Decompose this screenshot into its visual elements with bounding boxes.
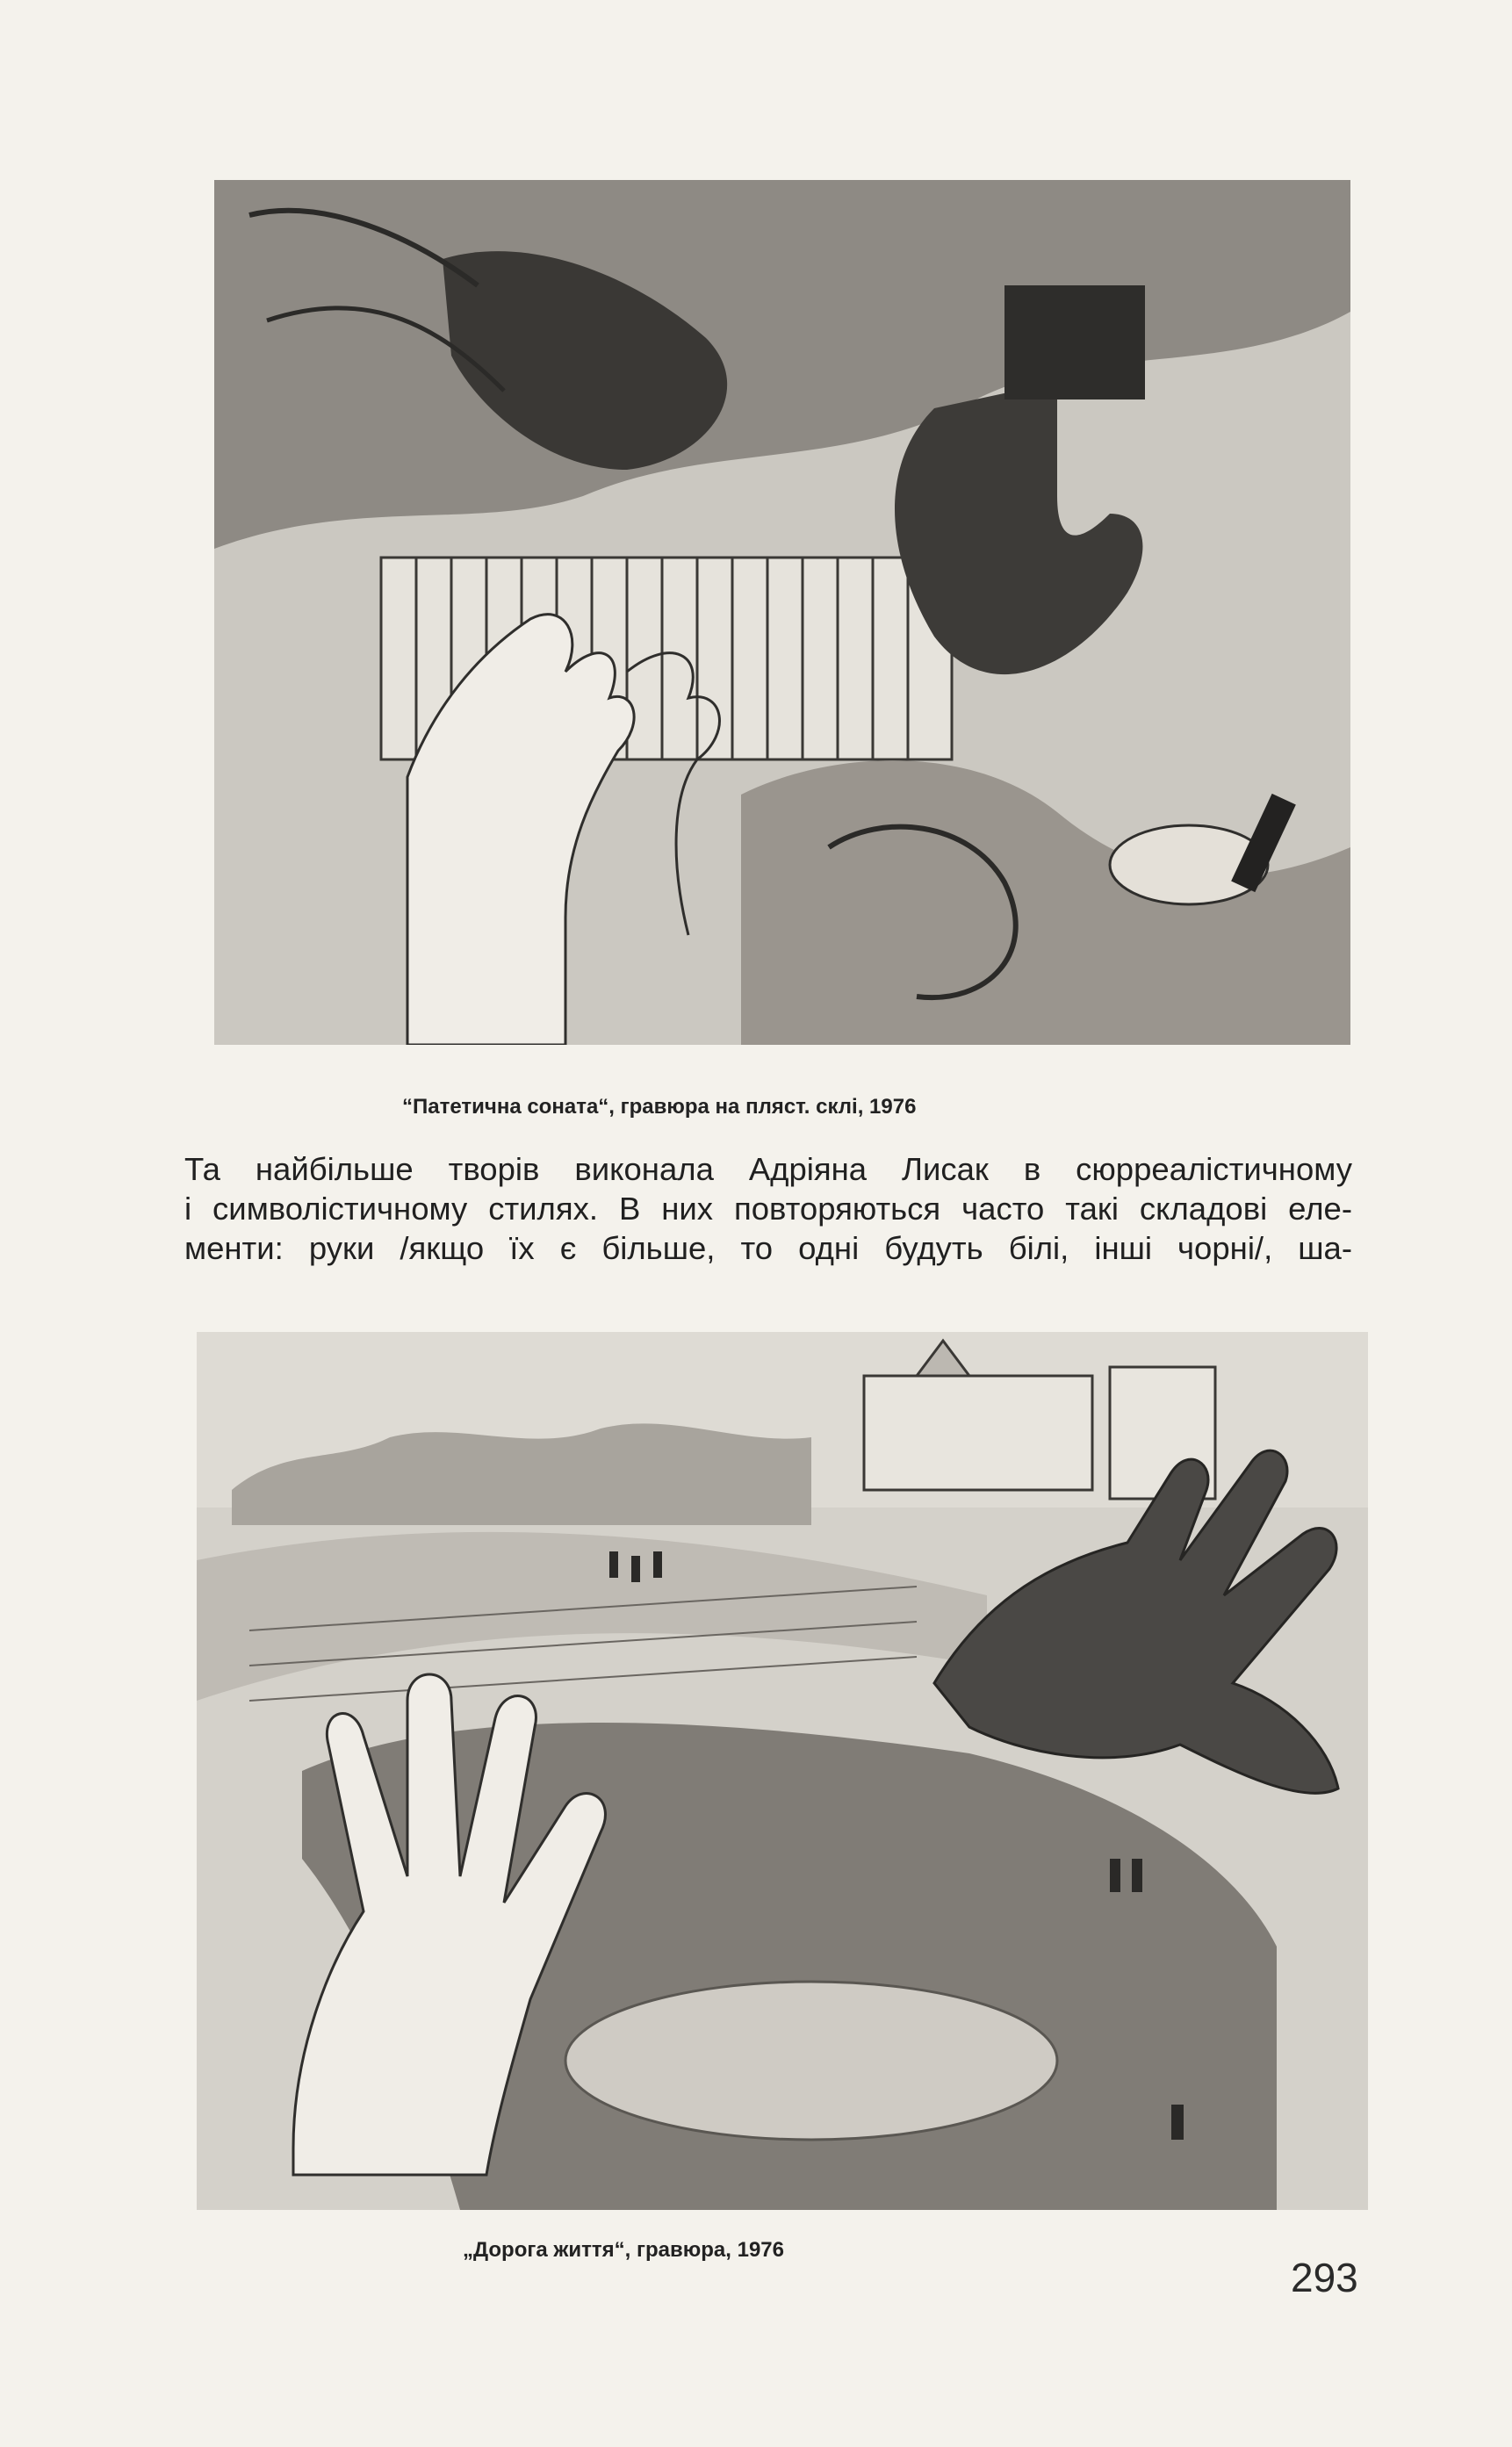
page-number: 293 [1291,2255,1358,2300]
figure-caption: “Патетична соната“, гравюра на пляст. склі, 1976 [402,1095,917,1119]
engraving-pathetic-sonata [214,180,1350,1045]
paragraph-line: і символістичному стилях. В них повторяються часто такі складові еле- [184,1191,1352,1227]
body-paragraph [184,1149,1352,1268]
engraving-artwork-1 [214,180,1350,1045]
figure-caption: „Дорога життя“, гравюра, 1976 [463,2238,784,2262]
paragraph-line: Та найбільше творів виконала Адріяна Лисак в сюрреалістичному [184,1151,1352,1187]
paragraph-line: менти: руки /якщо їх є більше, то одні будуть білі, інші чорні/, ша- [184,1230,1352,1266]
engraving-road-of-life [197,1332,1368,2210]
engraving-artwork-2 [197,1332,1368,2210]
